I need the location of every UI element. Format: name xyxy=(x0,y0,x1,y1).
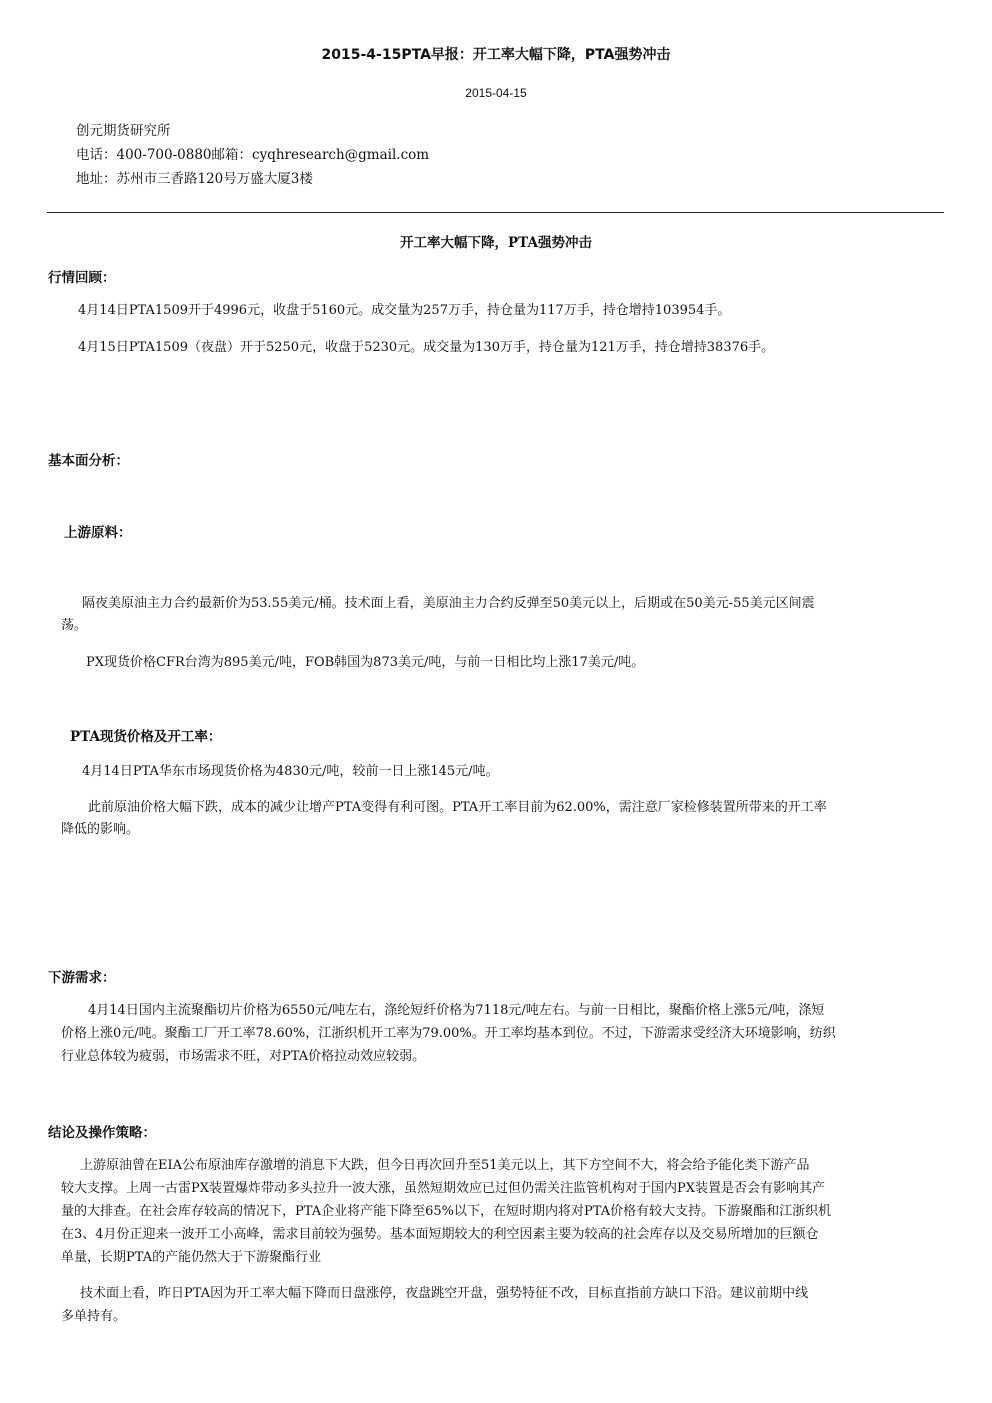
report-date: 2015-04-15 xyxy=(465,86,527,100)
market-review-heading: 行情回顾： xyxy=(48,270,116,286)
report-title: 2015-4-15PTA早报：开工率大幅下降，PTA强势冲击 xyxy=(321,47,671,63)
downstream-line-3: 行业总体较为疲弱，市场需求不旺，对PTA价格拉动效应较弱。 xyxy=(61,1049,426,1064)
upstream-paragraph-2: PX现货价格CFR台湾为895美元/吨，FOB韩国为873美元/吨，与前一日相比均上涨17美元/吨。 xyxy=(86,655,645,670)
conclusion-paragraph-1-line-2: 较大支撑。上周一古雷PX装置爆炸带动多头拉升一波大涨，虽然短期效应已过但仍需关注监管机构对于国内PX装置是否会有影响其产 xyxy=(61,1181,826,1196)
header-divider xyxy=(47,212,944,213)
conclusion-paragraph-1-line-4: 在3、4月份正迎来一波开工小高峰，需求目前较为强势。基本面短期较大的利空因素主要为较高的社会库存以及交易所增加的巨额仓 xyxy=(61,1227,819,1242)
org-contact: 电话：400-700-0880邮箱：cyqhresearch@gmail.com xyxy=(76,147,430,163)
pta-spot-paragraph-2-line-2: 降低的影响。 xyxy=(61,822,140,837)
upstream-paragraph-1-line-2: 荡。 xyxy=(61,618,88,633)
pta-spot-paragraph-1: 4月14日PTA华东市场现货价格为4830元/吨，较前一日上涨145元/吨。 xyxy=(82,764,499,779)
downstream-heading: 下游需求： xyxy=(48,970,116,986)
conclusion-paragraph-2-line-2: 多单持有。 xyxy=(61,1309,127,1324)
pta-spot-heading: PTA现货价格及开工率： xyxy=(70,729,222,745)
downstream-line-2: 价格上涨0元/吨。聚酯工厂开工率78.60%，江浙织机开工率为79.00%。开工率均基本到位。不过，下游需求受经济大环境影响，纺织 xyxy=(61,1026,836,1041)
conclusion-paragraph-1-line-1: 上游原油曾在EIA公布原油库存激增的消息下大跌，但今日再次回升至51美元以上，其下方空间不大，将会给予能化类下游产品 xyxy=(80,1158,810,1173)
article-subtitle: 开工率大幅下降，PTA强势冲击 xyxy=(400,235,592,251)
upstream-heading: 上游原料： xyxy=(64,525,132,541)
conclusion-paragraph-1-line-5: 单量，长期PTA的产能仍然大于下游聚酯行业 xyxy=(61,1250,322,1265)
market-review-paragraph-1: 4月14日PTA1509开于4996元，收盘于5160元。成交量为257万手，持仓量为117万手，持仓增持103954手。 xyxy=(78,303,731,318)
pta-spot-paragraph-2-line-1: 此前原油价格大幅下跌，成本的减少让增产PTA变得有利可图。PTA开工率目前为62.00%，需注意厂家检修装置所带来的开工率 xyxy=(88,800,827,815)
conclusion-paragraph-1-line-3: 量的大排查。在社会库存较高的情况下，PTA企业将产能下降至65%以下，在短时期内将对PTA价格有较大支持。下游聚酯和江浙织机 xyxy=(61,1204,832,1219)
market-review-paragraph-2: 4月15日PTA1509（夜盘）开于5250元，收盘于5230元。成交量为130万手，持仓量为121万手，持仓增持38376手。 xyxy=(78,340,775,355)
conclusion-heading: 结论及操作策略： xyxy=(48,1125,156,1141)
fundamental-heading: 基本面分析： xyxy=(48,453,129,469)
org-address: 地址：苏州市三香路120号万盛大厦3楼 xyxy=(76,171,313,187)
org-name: 创元期货研究所 xyxy=(76,123,171,139)
downstream-line-1: 4月14日国内主流聚酯切片价格为6550元/吨左右，涤纶短纤价格为7118元/吨左右。与前一日相比，聚酯价格上涨5元/吨，涤短 xyxy=(88,1003,825,1018)
upstream-paragraph-1-line-1: 隔夜美原油主力合约最新价为53.55美元/桶。技术面上看，美原油主力合约反弹至50美元以上，后期或在50美元-55美元区间震 xyxy=(82,596,815,611)
conclusion-paragraph-2-line-1: 技术面上看，昨日PTA因为开工率大幅下降而日盘涨停，夜盘跳空开盘，强势特征不改，目标直指前方缺口下沿。建议前期中线 xyxy=(80,1286,809,1301)
